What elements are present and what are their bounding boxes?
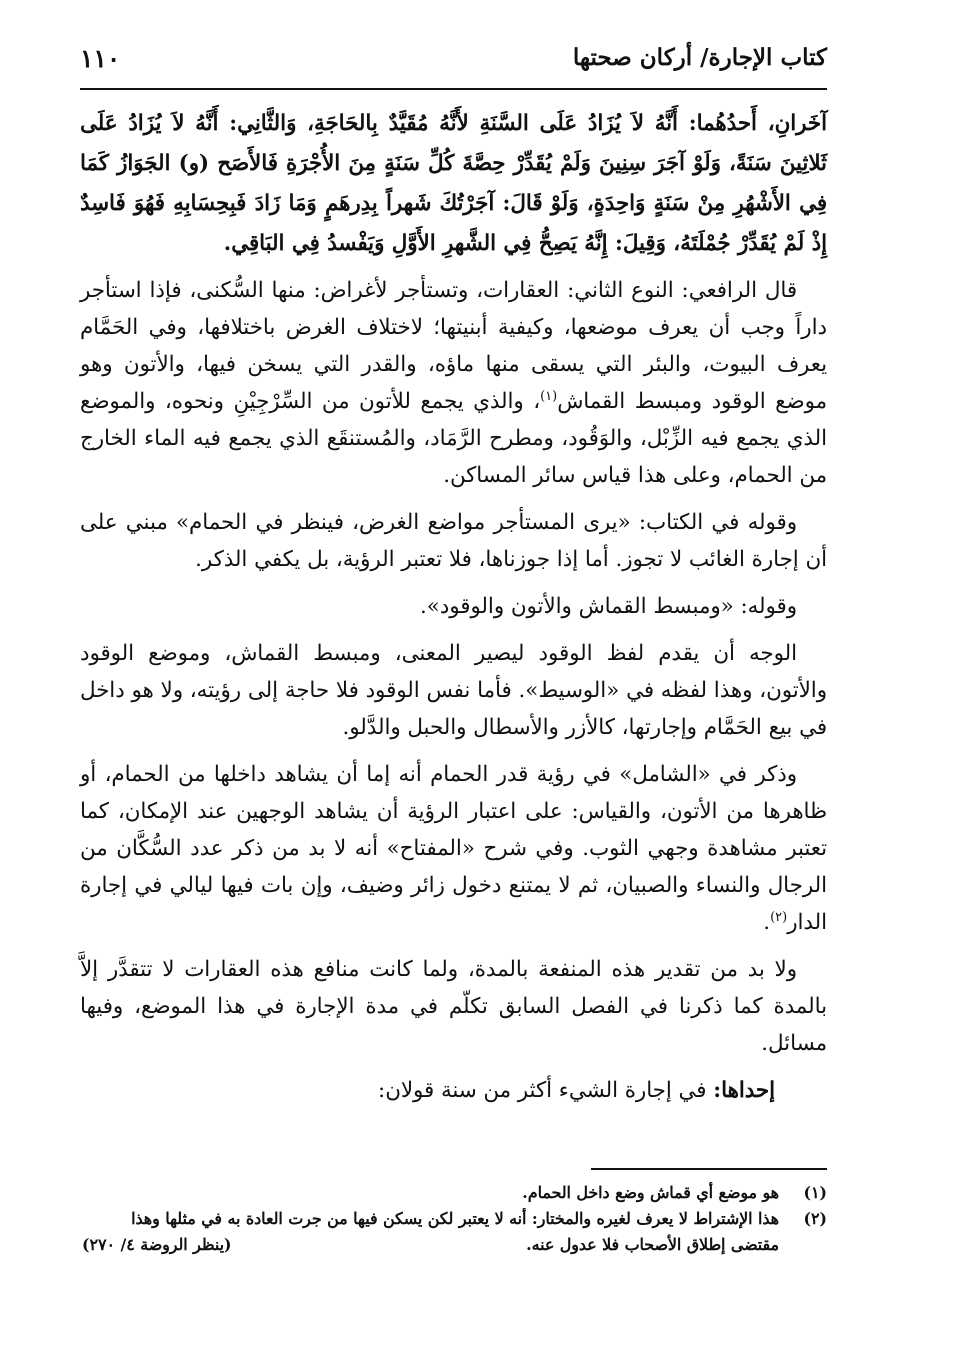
running-header bbox=[80, 44, 827, 84]
running-title: كتاب الإجارة/ أركان صحتها bbox=[572, 44, 827, 71]
footnote-1 bbox=[80, 1180, 827, 1206]
paragraph-text: الوجه أن يقدم لفظ الوقود ليصير المعنى، ومبسط القماش، وموضع الوقود والأتون، وهذا لفظه في «الوسيط». فأما نفس الوقود فلا حاجة إلى رؤيته، ولا هو داخل في بيع الحَمَّام وإجارتها، كالأزر والأسطال والحبل والدَّلو. bbox=[80, 641, 827, 740]
commentary-paragraph-1 bbox=[80, 272, 827, 494]
section-heading-label: إحداها: bbox=[713, 1078, 775, 1103]
footnote-ref-2: (٢) bbox=[770, 909, 788, 925]
body-text bbox=[80, 104, 827, 1119]
section-heading bbox=[80, 1072, 827, 1109]
matn-paragraph: آخَرانِ، أَحدُهُما: أَنَّهُ لاَ يُزَادُ عَلَى السَّنَةِ لأَنَّهُ مُقَيَّدٌ بِالحَاجَةِ، وَالثَّانِي: أَنَّهُ لاَ يُزَادُ عَلَى ثَلاثِينَ سَنَةً، وَلَوْ آجَرَ سِنِينَ وَلَمْ يُقَدِّرْ حِصَّةَ كُلِّ سَنَةٍ مِنَ الأُجْرَةِ فَالأَصَح (و) الجَوَازُ كَمَا فِي الأَشْهُرِ مِنْ سَنَةٍ وَاحِدَةٍ، وَلَوْ قَالَ: آجَرْتُكَ شَهراً بِدِرهَمٍ وَمَا زَادَ فَبِحِسَابِهِ فَهُوَ فَاسِدٌ إِذْ لَمْ يُقَدِّرْ جُمْلَتَهُ، وَقِيلَ: إِنَّهُ يَصِحُّ فِي الشَّهرِ الأَوَّلِ وَيَفْسدُ فِي البَاقِي. bbox=[80, 111, 827, 256]
footnote-number: (١) bbox=[803, 1183, 827, 1202]
commentary-paragraph-2 bbox=[80, 504, 827, 578]
paragraph-text: قال الرافعي: النوع الثاني: العقارات، وتستأجر لأغراض: منها السُّكنى، فإذا استأجر داراً وجب أن يعرف موضعها، وكيفية أبنيتها؛ لاختلاف الغرض باختلافها، وفي الحَمَّام يعرف البيوت، والبئر التي يسقى منها ماؤه، والقدر التي يسخن فيها، والأتون وهو موضع الوقود ومبسط القماش bbox=[80, 278, 827, 414]
footnote-source: (ينظر الروضة ٤/ ٢٧٠) bbox=[82, 1235, 232, 1254]
commentary-paragraph-4 bbox=[80, 635, 827, 746]
footnotes bbox=[80, 1180, 827, 1258]
commentary-paragraph-3 bbox=[80, 588, 827, 625]
paragraph-text: ، والذي يجمع للأتون من السِّرْجِيْنِ ونحوه، والموضع الذي يجمع فيه الزِّبْل، والوَقُود، ومطرح الرَّمَاد، والمُستنقَع الذي يجمع فيه الماء الخارج من الحمام، وعلى هذا قياس سائر المساكن. bbox=[80, 389, 827, 488]
footnote-ref-1: (١) bbox=[540, 388, 558, 404]
paragraph-text: وقوله: «ومبسط القماش والأتون والوقود». bbox=[419, 594, 797, 619]
footnote-text: هو موضع أي قماش وضع داخل الحمام. bbox=[522, 1183, 779, 1202]
paragraph-text: وذكر في «الشامل» في رؤية قدر الحمام أنه إما أن يشاهد داخلها من الحمام، أو ظاهرها من الأتون، والقياس: على اعتبار الرؤية أن يشاهد الوجهين عند الإمكان، كما تعتبر مشاهدة وجهي الثوب. وفي شرح «المفتاح» أنه لا بد من ذكر عدد السُّكَّان من الرجال والنساء والصبيان، ثم لا يمتنع دخول زائر وضيف، وإن بات فيها ليالي في إجارة الدار bbox=[80, 762, 827, 935]
page-number: ١١٠ bbox=[80, 44, 121, 73]
footnote-2 bbox=[80, 1206, 827, 1258]
commentary-paragraph-6 bbox=[80, 951, 827, 1062]
footnote-text: هذا الإشتراط لا يعرف لغيره والمختار: أنه لا يعتبر لكن يسكن فيها من جرت العادة به في مثلها وهذا مقتضى إطلاق الأصحاب فلا عدول عنه. bbox=[131, 1209, 779, 1254]
paragraph-text: ولا بد من تقدير هذه المنفعة بالمدة، ولما كانت منافع هذه العقارات لا تتقدَّر إلاَّ بالمدة كما ذكرنا في الفصل السابق تكلّم في مدة الإجارة في هذا الموضع، وفيها مسائل. bbox=[80, 957, 827, 1056]
section-heading-text: في إجارة الشيء أكثر من سنة قولان: bbox=[378, 1078, 714, 1103]
commentary-paragraph-5 bbox=[80, 756, 827, 941]
footnote-rule bbox=[591, 1168, 827, 1170]
paragraph-text: وقوله في الكتاب: «يرى المستأجر مواضع الغرض، فينظر في الحمام» مبني على أن إجارة الغائب لا تجوز. أما إذا جوزناها، فلا تعتبر الرؤية، بل يكفي الذكر. bbox=[80, 510, 827, 572]
paragraph-text: . bbox=[763, 910, 771, 935]
footnote-number: (٢) bbox=[803, 1209, 827, 1228]
header-rule bbox=[80, 88, 827, 90]
